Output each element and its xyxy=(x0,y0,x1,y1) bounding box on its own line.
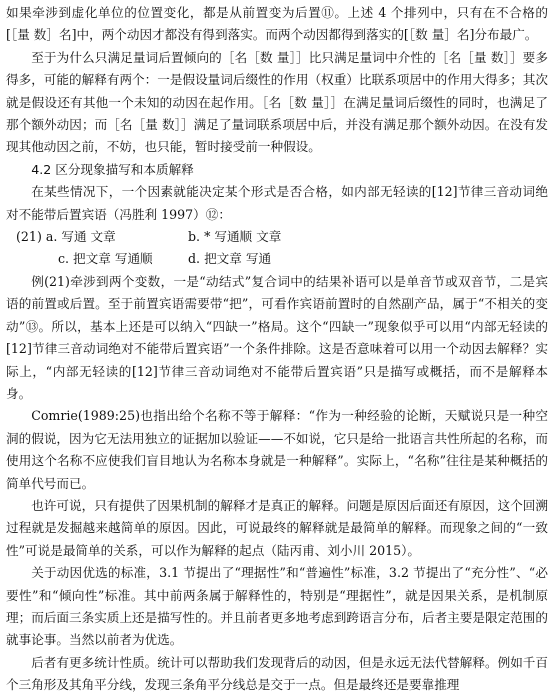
paragraph-8: 后者有更多统计性质。统计可以帮助我们发现背后的动因，但是永远无法代替解释。例如千百个三角形及其角平分线，发现三条角平分线总是交于一点。但是最终还是要靠推理 xyxy=(6,654,548,693)
paragraph-2: 至于为什么只满足量词后置倾向的［名［数 量］］比只满足量词中介性的［名［量 数］］要多得多，可能的解释有两个：一是假设量词后缀性的作用（权重）比联系项居中的作用大得多；其次就是假设还有其他一个未知的动因在起作用。［名［数 量］］在满足量词后缀性的同时，也满足了那个额外动因；而［名［量 数］］满足了量词联系项居中后，并没有满足那个额外动因。在没有发现其他动因之前，不妨，也只能，暂时接受前一种假设。 xyxy=(6,49,548,155)
section-heading: 4.2 区分现象描写和本质解释 xyxy=(31,161,194,177)
paragraph-7: 关于动因优选的标准，3.1 节提出了“理据性”和“普遍性”标准，3.2 节提出了“充分性”、“必要性”和“倾向性”标准。其中前两条属于解释性的，特别是“理据性”，就是因果关系，是机制原理；而后面三条实质上还是描写性的。并且前者更多地考虑到跨语言分布，后者主要是限定范围的就事论事。当然以前者为优选。 xyxy=(6,565,548,648)
paragraph-1: 如果牵涉到虚化单位的位置变化，都是从前置变为后置⑪。上述 4 个排列中，只有在不合格的[［量 数］名]中，两个动因才都没有得到落实。而两个动因都得到落实的[［数 量］名]分布最广。 xyxy=(6,5,548,43)
example-a: (21) a. 写通 文章 xyxy=(16,229,116,245)
paragraph-4: 例(21)牵涉到两个变数，一是“动结式”复合词中的结果补语可以是单音节或双音节，二是宾语的前置或后置。至于前置宾语需要带“把”，可看作宾语前置时的自然副产品，属于“不相关的变动”⑬。所以，基本上还是可以纳入“四缺一”格局。这个“四缺一”现象似乎可以用“内部无轻读的[12]节律三音动词绝对不能带后置宾语”一个条件排除。这是否意味着可以用一个动因去解释？实际上，“内部无轻读的[12]节律三音动词绝对不能带后置宾语”只是描写或概括，而不是解释本身。 xyxy=(6,273,548,401)
paragraph-5: Comrie(1989:25)也指出给个名称不等于解释：“作为一种经验的论断，天赋说只是一种空洞的假说，因为它无法用独立的证据加以验证——不如说，它只是给一批语言共性所起的名称，而使用这个名称不应使我们盲目地认为名称本身就是一种解释”。实际上，“名称”往往是某种概括的简单代号而已。 xyxy=(6,408,548,491)
example-b: b. * 写通顺 文章 xyxy=(188,229,282,245)
example-d: d. 把文章 写通 xyxy=(188,251,272,267)
paragraph-6: 也许可说，只有提供了因果机制的解释才是真正的解释。问题是原因后面还有原因，这个回溯过程就是发掘越来越简单的原因。因此，可说最终的解释就是最简单的解释。而现象之间的“一致性”可说是最简单的关系，可以作为解释的起点（陆丙甫、刘小川 2015）。 xyxy=(6,497,548,558)
paragraph-3: 在某些情况下，一个因素就能决定某个形式是否合格，如内部无轻读的[12]节律三音动词绝对不能带后置宾语（冯胜利 1997）⑫： xyxy=(6,184,548,222)
example-c: c. 把文章 写通顺 xyxy=(58,251,153,267)
example-21 xyxy=(6,226,548,271)
